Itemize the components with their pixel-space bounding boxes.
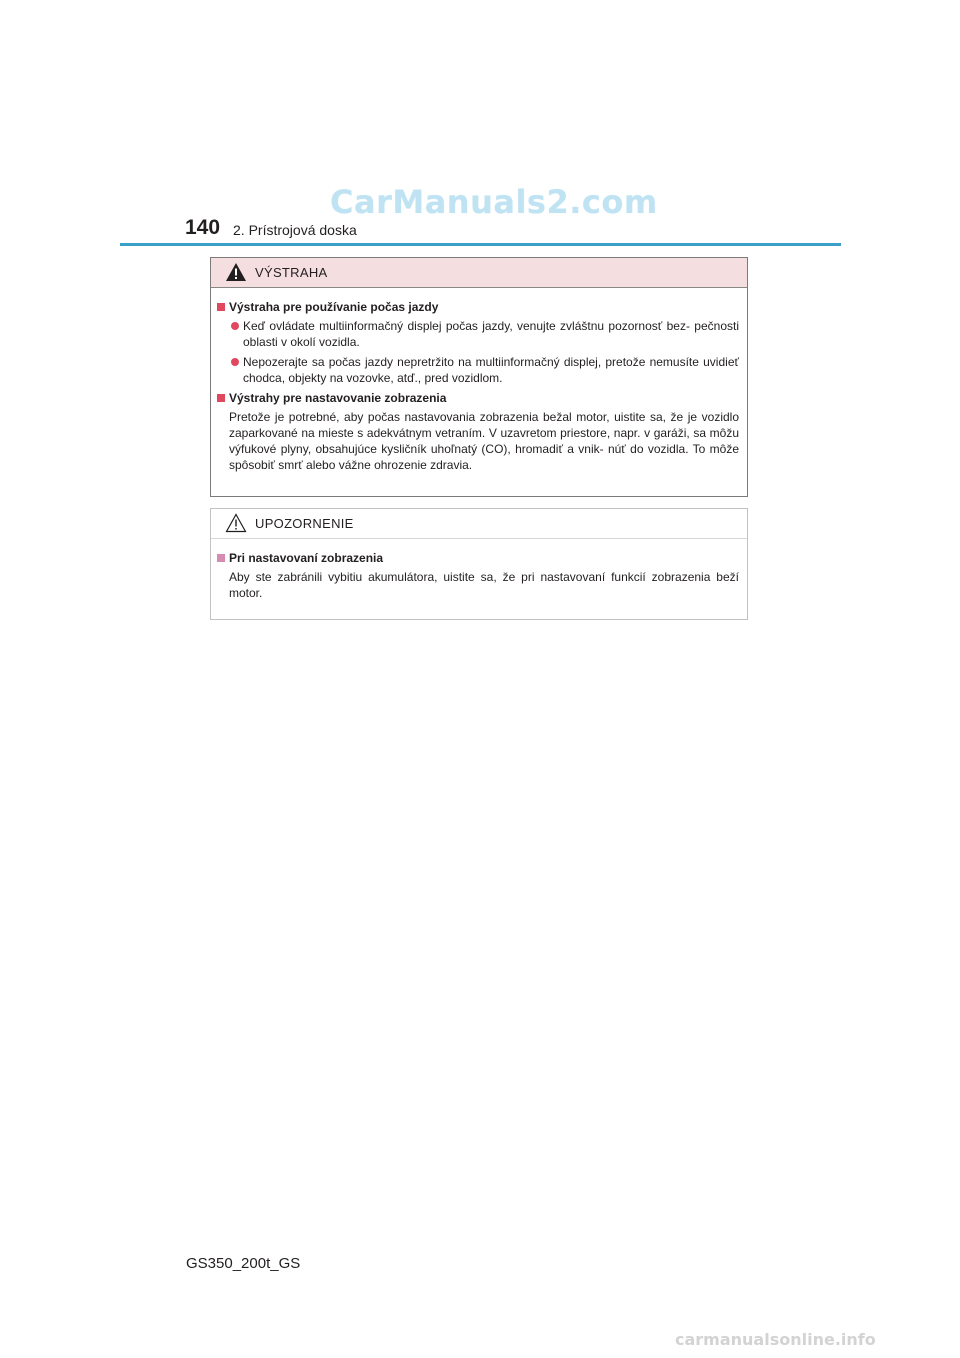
square-bullet-icon (217, 554, 225, 562)
square-bullet-icon (217, 303, 225, 311)
page-number: 140 (185, 216, 221, 239)
round-bullet-icon (231, 322, 239, 330)
warning-paragraph: Pretože je potrebné, aby počas nastavovania zobrazenia bežal motor, uistite sa, že je vozidlo zaparkované na mieste s adekvátnym vetraním. V uzavretom priestore, napr. v garáži, sa môžu výfukové plyny, obsahujúce kysličník uhoľnatý (CO), hromadiť a vnik- núť do vozidla. To môže spôsobiť smrť alebo vážne ohrozenie zdravia. (229, 410, 739, 472)
square-bullet-icon (217, 394, 225, 402)
warning-box-header (211, 258, 747, 288)
footer-model-code: GS350_200t_GS (186, 1255, 301, 1272)
warning-box (210, 257, 748, 497)
header-rule (120, 243, 841, 246)
round-bullet-icon (231, 358, 239, 366)
notice-box-header (211, 509, 747, 539)
notice-paragraph: Aby ste zabránili vybitiu akumulátora, uistite sa, že pri nastavovaní funkcií zobrazenia beží motor. (229, 570, 739, 600)
section-title: 2. Prístrojová doska (233, 222, 357, 238)
warning-box-label: VÝSTRAHA (255, 265, 328, 280)
notice-box-label: UPOZORNENIE (255, 516, 354, 531)
notice-topic-title: Pri nastavovaní zobrazenia (217, 550, 739, 566)
footer-watermark: carmanualsonline.info (675, 1330, 876, 1349)
notice-box-body (211, 539, 747, 601)
warning-bullet: Nepozerajte sa počas jazdy nepretržito na multiinformačný displej, pretože nemusíte uvidieť chodca, objekty na vozovke, atď., pred vozidlom. (217, 354, 739, 386)
caution-triangle-icon (225, 513, 247, 533)
notice-box (210, 508, 748, 620)
warning-triangle-icon (225, 262, 247, 282)
warning-box-body (211, 288, 747, 473)
watermark-logo: CarManuals2.com (330, 183, 658, 221)
warning-topic-title: Výstraha pre používanie počas jazdy (217, 299, 739, 315)
warning-bullet: Keď ovládate multiinformačný displej počas jazdy, venujte zvláštnu pozornosť bez- pečnosti oblasti v okolí vozidla. (217, 318, 739, 350)
warning-topic-title: Výstrahy pre nastavovanie zobrazenia (217, 390, 739, 406)
